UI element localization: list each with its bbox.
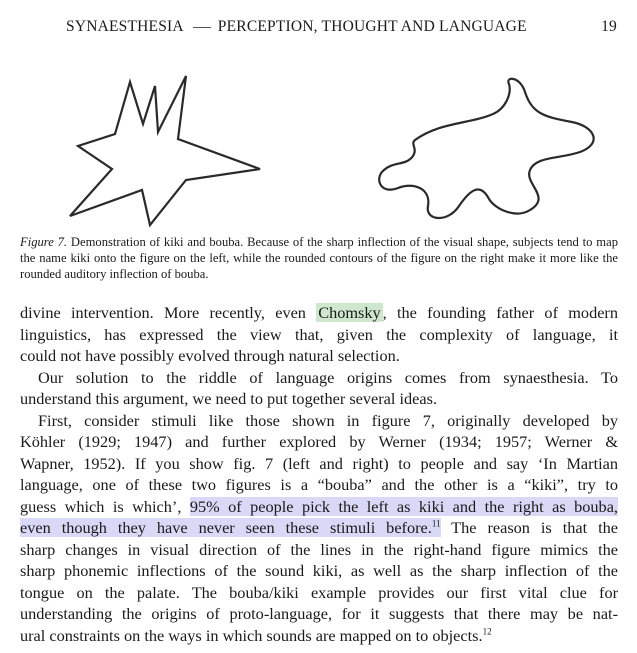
text-line: linguistics, has expressed the view that, given the complexity of language, it: [20, 324, 618, 344]
text-line: Wapner, 1952). If you show fig. 7 (left and right) to people and say ‘In Martian: [20, 453, 618, 473]
header-dash: [193, 27, 211, 28]
text-line: [20, 625, 618, 647]
figure-caption: [20, 234, 618, 282]
body-text: [20, 302, 618, 646]
text-run: The reason is that the: [440, 518, 618, 537]
running-header: [0, 18, 637, 40]
text-line: [20, 517, 618, 539]
text-line: [20, 302, 618, 324]
footnote-ref-11[interactable]: 11: [431, 518, 441, 529]
figure-7-drawing: [0, 62, 637, 232]
text-line: Our solution to the riddle of language origins comes from synaesthesia. To: [38, 367, 618, 387]
text-line: sharp phonemic inflections of the sound kiki, as well as the sharp inflection of the: [20, 561, 618, 580]
caption-label: Figure 7.: [20, 235, 68, 249]
text-run: even though they have never seen these stimuli before.: [20, 518, 432, 537]
text-line: [20, 496, 618, 518]
figure-7: [0, 62, 637, 232]
text-run: guess which is which’,: [20, 496, 190, 516]
text-line: sharp changes in visual direction of the lines in the right-hand figure mimics the: [20, 539, 618, 559]
highlight-statistic[interactable]: 95% of people pick the left as kiki and the right as bouba,: [189, 496, 618, 516]
header-subtitle: PERCEPTION, THOUGHT AND LANGUAGE: [217, 18, 527, 35]
page-number: 19: [601, 18, 617, 35]
text-line: Köhler (1929; 1947) and further explored by Werner (1934; 1957; Werner &: [20, 432, 618, 451]
footnote-ref-12[interactable]: 12: [482, 626, 492, 637]
text-line: tongue on the palate. The bouba/kiki example provides our first vital clue for: [20, 582, 618, 602]
text-run: ural constraints on the ways in which sounds are mapped on to objects.: [20, 625, 483, 645]
highlight-statistic-cont[interactable]: [20, 518, 441, 537]
text-line: language, one of these two figures is a “bouba” and the other is a “kiki”, try to: [20, 475, 618, 494]
highlight-chomsky[interactable]: Chomsky: [318, 303, 381, 322]
header-synaesthesia: SYNAESTHESIA: [66, 18, 184, 35]
caption-text: Demonstration of kiki and bouba. Because of the sharp inflection of the visual shape, subjects tend to map the name kiki onto the figure on the left, while the rounded contours of the figure on the right make it more like the rounded auditory inflection of bouba.: [20, 235, 618, 281]
text-line: understand this argument, we need to put together several ideas.: [20, 389, 438, 408]
kiki-shape: [70, 76, 260, 225]
text-run: divine intervention. More recently, even: [20, 303, 317, 322]
text-run: , the founding father of modern: [382, 303, 618, 322]
running-header-title: [66, 18, 527, 36]
text-line: First, consider stimuli like those shown in figure 7, originally developed by: [38, 410, 618, 430]
text-line: could not have possibly evolved through natural selection.: [20, 346, 400, 365]
text-line: understanding the origins of proto-language, for it suggests that there may be nat-: [20, 604, 618, 623]
bouba-shape: [379, 79, 593, 218]
